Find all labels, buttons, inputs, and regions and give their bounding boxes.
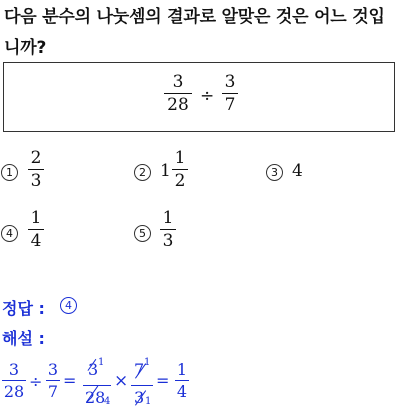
explanation-equals-2: = [156,371,170,390]
option-2-marker: 2 [134,164,151,181]
explanation-label: 해설 : [2,329,45,348]
cancelled-numerator: 3 [88,360,99,379]
option-2-whole: 1 [160,161,171,181]
question-line-1: 다음 분수의 나눗셈의 결과로 알맞은 것은 어느 것입 [4,7,385,27]
option-3-value: 4 [292,161,303,181]
option-1-marker: 1 [1,164,18,181]
expression-box [3,62,395,132]
question-line-2: 니까? [4,38,47,58]
explanation-fraction-1: 3 28 [3,360,25,401]
explanation-result: 1 4 [176,360,188,401]
explanation-times: × [114,371,129,391]
fraction-a-denominator: 28 [167,95,189,115]
divide-operator: ÷ [200,86,215,106]
explanation-equals-1: = [63,371,77,390]
fraction-b-numerator: 3 [224,72,236,92]
fraction-b-denominator: 7 [224,95,236,115]
explanation-divide: ÷ [29,372,43,391]
explanation-fraction-2: 3 7 [47,360,59,401]
reduced-denominator: 4 [104,396,111,407]
option-3-marker: 3 [266,164,283,181]
expression-fraction-b [222,72,238,115]
cancelled-numerator-2: 7 [134,360,145,379]
question-text [4,2,398,64]
answer-label: 정답 : [2,299,45,318]
reduced-numerator: 1 [98,357,105,368]
option-1-fraction: 2 3 [28,148,44,191]
fraction-a-numerator: 3 [172,72,184,92]
answer-marker: 4 [60,297,77,314]
reduced-denominator-2: 1 [145,396,152,407]
option-5-marker: 5 [134,225,151,242]
option-5-fraction: 1 3 [160,208,176,251]
expression-fraction-a [164,72,192,115]
reduced-numerator-2: 1 [144,357,151,368]
cancelled-denominator: 28 [85,388,106,407]
option-4-marker: 4 [1,225,18,242]
option-4-fraction: 1 4 [28,208,44,251]
cancelled-denominator-2: 3 [134,388,145,407]
option-2-fraction: 1 2 [172,148,188,191]
